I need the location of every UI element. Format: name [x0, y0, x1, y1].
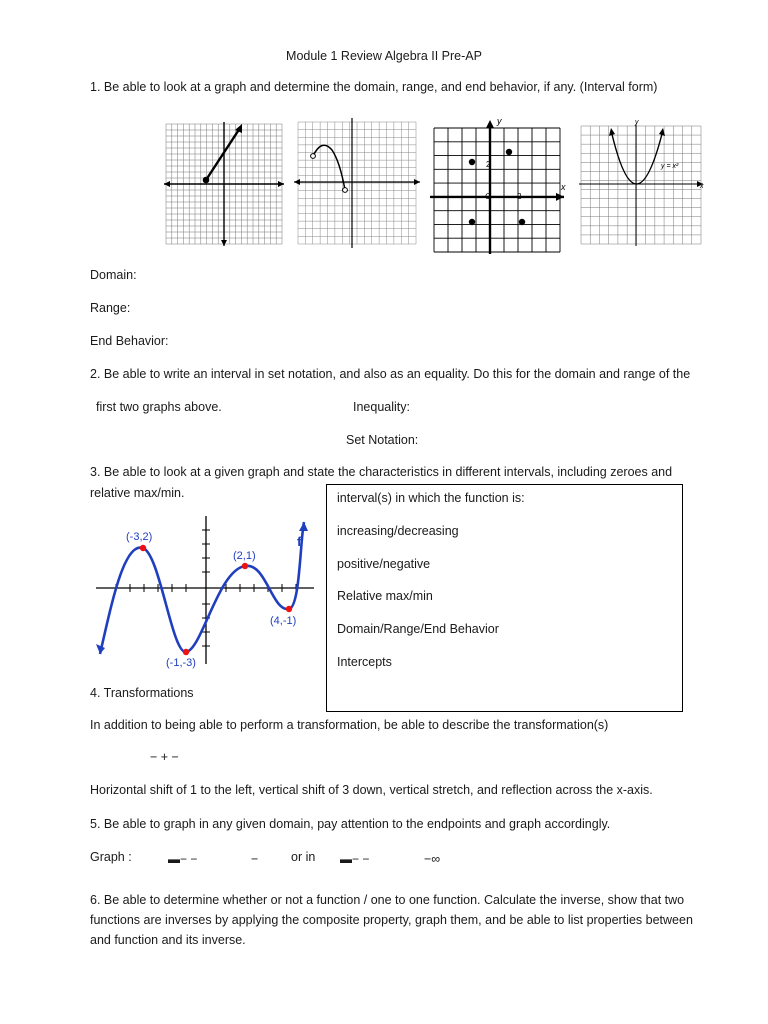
q6-line2: functions are inverses by applying the composite property, graph them, and be able to list properties between — [90, 913, 693, 927]
end-behavior-label: End Behavior: — [90, 334, 169, 348]
graph3-origin: O — [485, 192, 492, 201]
q6-line1: 6. Be able to determine whether or not a function / one to one function. Calculate the inverse, show that two — [90, 893, 685, 907]
graph3-x-axis-label: x — [561, 182, 566, 192]
q1-text: 1. Be able to look at a graph and determine the domain, range, and end behavior, if any. (Interval form) — [90, 80, 658, 94]
q1-graph-quadratic — [579, 120, 709, 248]
q3-function-graph — [90, 512, 320, 670]
q2-line2: first two graphs above. — [96, 400, 222, 414]
graph4-y-axis-label: y — [635, 119, 639, 126]
point-label-neg3-2: (-3,2) — [126, 531, 153, 543]
q1-graph-ray — [164, 122, 286, 248]
q1-graph-points — [430, 118, 570, 254]
characteristics-box — [326, 484, 683, 712]
q5-text: 5. Be able to graph in any given domain, pay attention to the endpoints and graph accordingly. — [90, 817, 611, 831]
range-label: Range: — [90, 301, 131, 315]
graph4-equation: y = x² — [661, 163, 679, 170]
q4-text: In addition to being able to perform a transformation, be able to describe the transformation(s) — [90, 718, 609, 732]
graph3-tick-x: 2 — [517, 192, 522, 201]
q5-expr1: ▬− − — [168, 852, 198, 866]
q5-or-in: or in — [291, 850, 316, 864]
q1-graph-parabola-segment — [294, 118, 420, 248]
q3-line2: relative max/min. — [90, 486, 185, 500]
box-item-domain-range: Domain/Range/End Behavior — [337, 622, 499, 636]
q3-line1: 3. Be able to look at a given graph and state the characteristics in different intervals, including zeroes and — [90, 465, 673, 479]
set-notation-label: Set Notation: — [346, 433, 419, 447]
q4-example: Horizontal shift of 1 to the left, vertical shift of 3 down, vertical stretch, and reflection across the x-axis. — [90, 783, 653, 797]
graph3-tick-y: 2 — [486, 160, 491, 169]
q5-expr3: ▬− − — [340, 852, 370, 866]
q4-heading: 4. Transformations — [90, 686, 194, 700]
point-label-4-neg1: (4,-1) — [270, 615, 297, 627]
function-label-f: f — [297, 534, 302, 549]
graph4-x-axis-label: x — [700, 183, 704, 190]
q2-line1: 2. Be able to write an interval in set notation, and also as an equality. Do this for the domain and range of the — [90, 367, 691, 381]
box-item-relative: Relative max/min — [337, 589, 433, 603]
box-item-intervals: interval(s) in which the function is: — [337, 491, 525, 505]
domain-label: Domain: — [90, 268, 137, 282]
box-item-positive: positive/negative — [337, 557, 431, 571]
q4-expression: − + − — [150, 750, 179, 764]
inequality-label: Inequality: — [353, 400, 410, 414]
graph3-y-axis-label: y — [497, 116, 502, 126]
q5-graph-label: Graph : — [90, 850, 132, 864]
point-label-2-1: (2,1) — [233, 550, 256, 562]
q5-expr2: − — [251, 852, 259, 866]
box-item-increasing: increasing/decreasing — [337, 524, 459, 538]
page-title: Module 1 Review Algebra II Pre-AP — [286, 49, 482, 63]
q6-line3: and function and its inverse. — [90, 933, 246, 947]
point-label-neg1-neg3: (-1,-3) — [166, 657, 196, 669]
box-item-intercepts: Intercepts — [337, 655, 392, 669]
q5-expr4: −∞ — [424, 852, 441, 866]
